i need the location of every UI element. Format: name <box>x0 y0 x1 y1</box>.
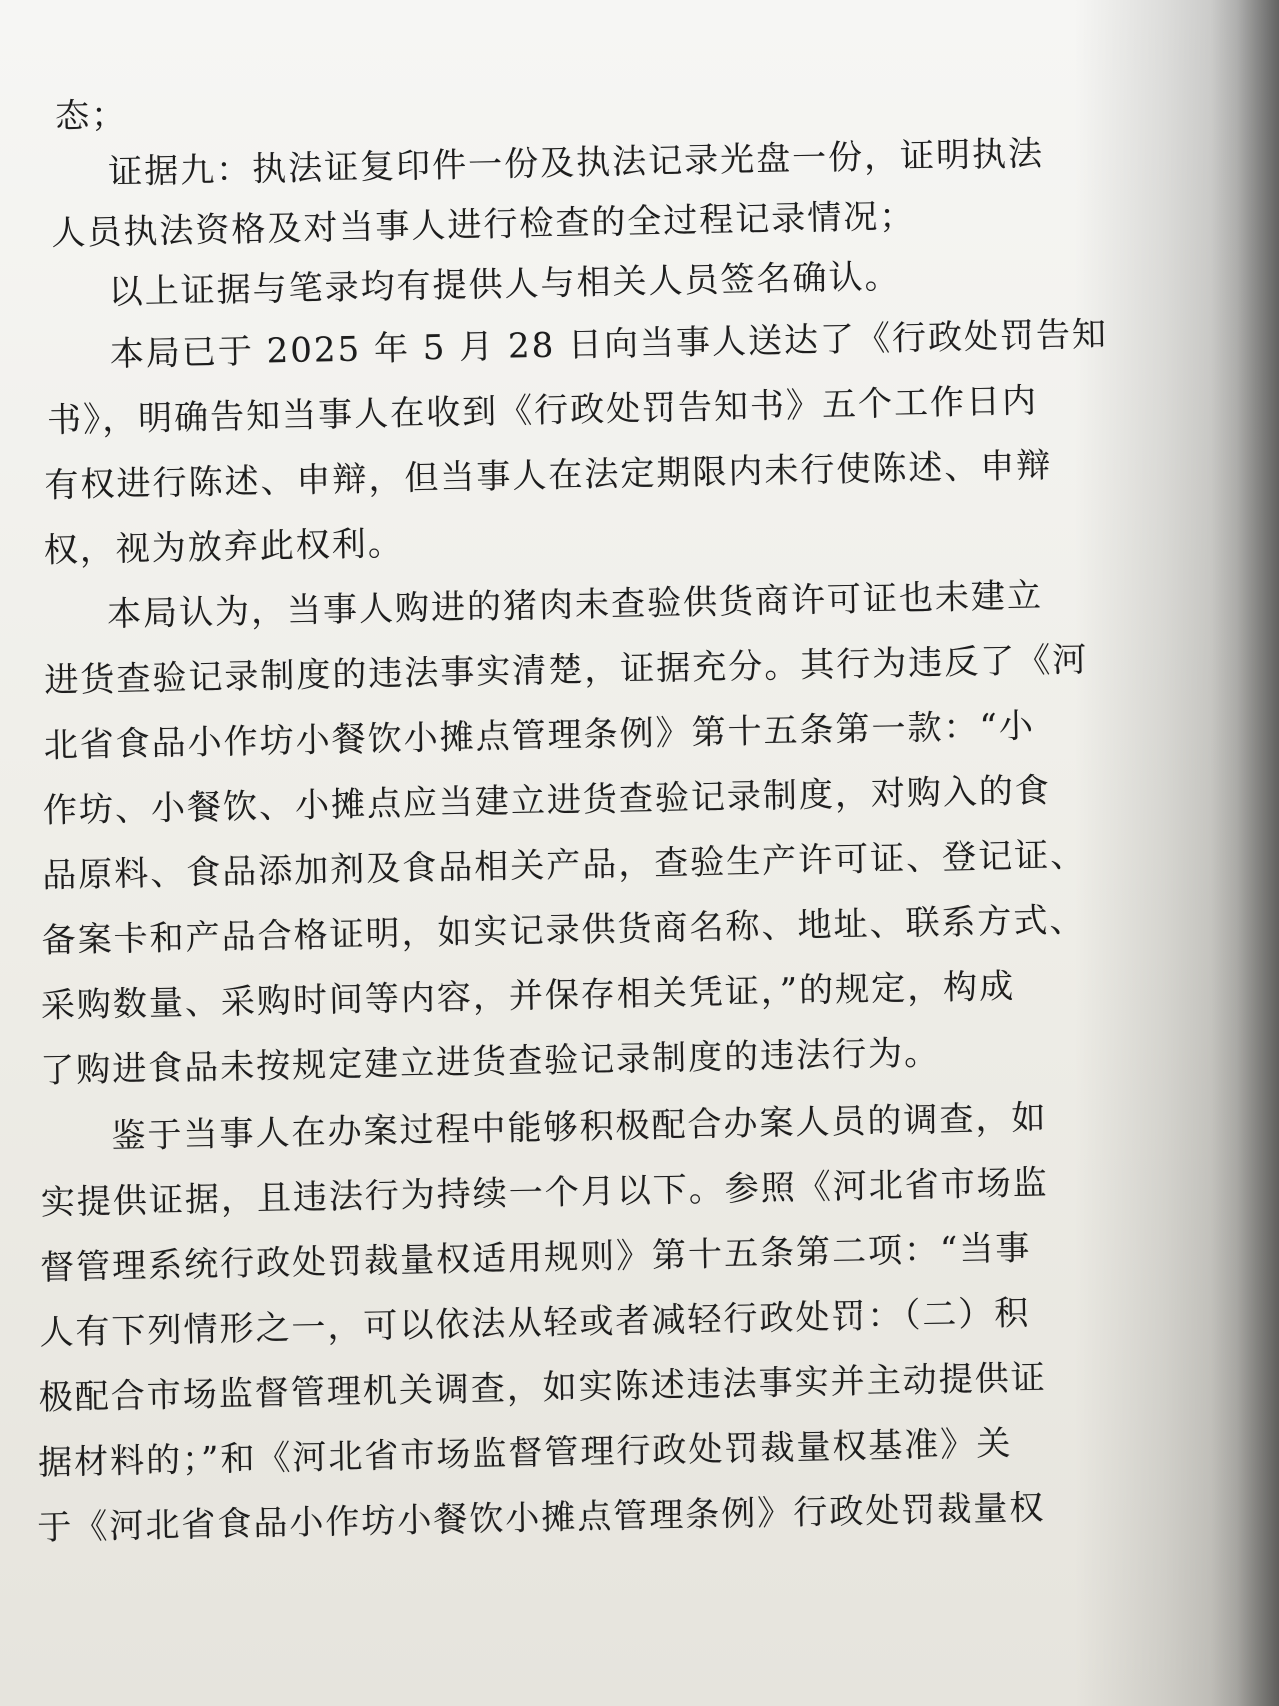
text-line-19: 督管理系统行政处罚裁量权适用规则》第十五条第二项：“当事 <box>39 1228 1032 1289</box>
text-line-15: 采购数量、采购时间等内容，并保存相关凭证，”的规定，构成 <box>40 966 1016 1027</box>
text-line-16: 了购进食品未按规定建立进货查验记录制度的违法行为。 <box>39 1033 941 1092</box>
text-line-9: 本局认为，当事人购进的猪肉未查验供货商许可证也未建立 <box>106 575 1044 635</box>
text-line-7: 有权进行陈述、申辩，但当事人在法定期限内未行使陈述、申辩 <box>44 445 1053 506</box>
text-line-8: 权，视为放弃此权利。 <box>43 523 405 571</box>
text-line-12: 作坊、小餐饮、小摊点应当建立进货查验记录制度，对购入的食 <box>42 770 1052 831</box>
text-line-20: 人有下列情形之一，可以依法从轻或者减轻行政处罚：（二）积 <box>39 1293 1031 1354</box>
text-line-1: 态； <box>54 95 128 137</box>
text-line-2: 证据九：执法证复印件一份及执法记录光盘一份，证明执法 <box>107 133 1045 193</box>
text-line-5: 本局已于 2025 年 5 月 28 日向当事人送达了《行政处罚告知 <box>109 314 1109 375</box>
text-line-18: 实提供证据，且违法行为持续一个月以下。参照《河北省市场监 <box>40 1162 1050 1224</box>
text-line-23: 于《河北省食品小作坊小餐饮小摊点管理条例》行政处罚裁量权 <box>37 1488 1046 1549</box>
text-line-17: 鉴于当事人在办案过程中能够积极配合办案人员的调查，如 <box>111 1097 1048 1157</box>
text-line-13: 品原料、食品添加剂及食品相关产品，查验生产许可证、登记证、 <box>41 835 1087 896</box>
text-line-21: 极配合市场监督管理机关调查，如实陈述违法事实并主动提供证 <box>38 1357 1048 1419</box>
text-line-3: 人员执法资格及对当事人进行检查的全过程记录情况； <box>51 196 916 254</box>
text-line-22: 据材料的；”和《河北省市场监督管理行政处罚裁量权基准》关 <box>37 1423 1013 1484</box>
text-line-11: 北省食品小作坊小餐饮小摊点管理条例》第十五条第一款：“小 <box>43 706 1036 766</box>
text-line-14: 备案卡和产品合格证明，如实记录供货商名称、地址、联系方式、 <box>41 900 1086 962</box>
text-line-10: 进货查验记录制度的违法事实清楚，证据充分。其行为违反了《河 <box>44 639 1089 701</box>
text-line-6: 书》，明确告知当事人在收到《行政处罚告知书》五个工作日内 <box>46 380 1039 441</box>
text-line-4: 以上证据与笔录均有提供人与相关人员签名确认。 <box>108 256 901 313</box>
